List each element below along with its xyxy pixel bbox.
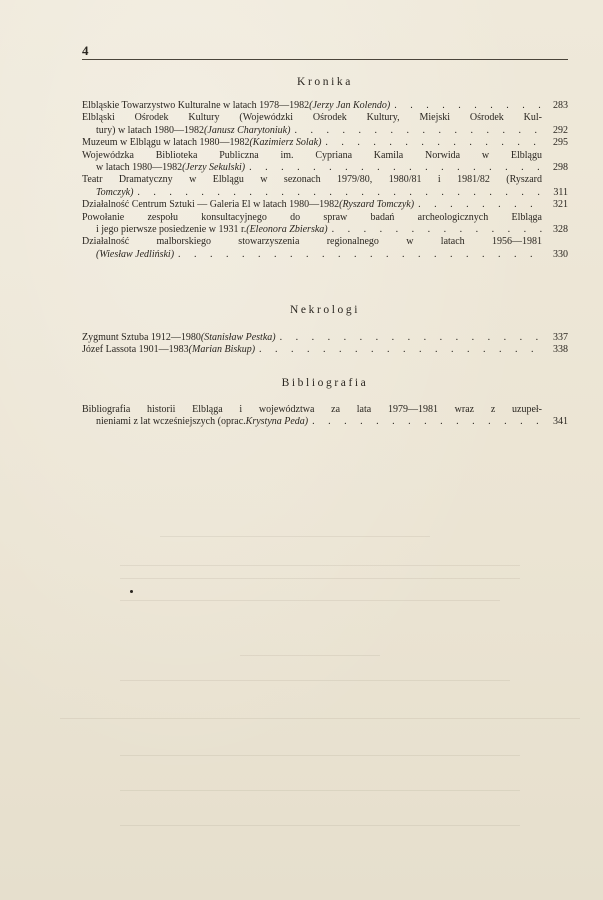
show-through-rule [160, 536, 430, 537]
dot-leader [174, 249, 542, 261]
entry-author: (Jerzy Sekulski) [182, 162, 246, 174]
entry-page: 341 [553, 416, 568, 428]
toc-entry [82, 199, 568, 211]
toc-entry [82, 212, 568, 237]
entry-author: (Kazimierz Solak) [249, 137, 322, 149]
entry-author: Krystyna Peda) [245, 416, 309, 428]
dot-leader [390, 100, 542, 112]
entry-author: (Wiesław Jedliński) [96, 248, 175, 260]
show-through-rule [60, 718, 580, 719]
dot-leader [245, 162, 542, 174]
show-through-rule [120, 565, 520, 566]
toc-entry [82, 100, 568, 112]
entry-title-cont: i jego pierwsze posiedzenie w 1931 r. [96, 224, 247, 236]
toc-entry [82, 332, 568, 344]
dot-leader [290, 125, 542, 137]
entry-page: 328 [553, 224, 568, 236]
toc-nekrologi [82, 332, 568, 357]
entry-page: 292 [553, 124, 568, 136]
entry-title: Muzeum w Elblągu w latach 1980—1982 [82, 137, 250, 149]
entry-title: Działalność Centrum Sztuki — Galeria El w latach 1980—1982 [82, 199, 340, 211]
show-through-rule [120, 825, 520, 826]
dot-leader [133, 187, 542, 199]
dot-leader [328, 224, 542, 236]
toc-entry [82, 137, 568, 149]
toc-entry [82, 174, 568, 199]
entry-title: Elbląskie Towarzystwo Kulturalne w latach 1978—1982 [82, 100, 310, 111]
entry-author: (Marian Biskup) [188, 344, 256, 356]
entry-page: 338 [553, 344, 568, 356]
entry-title: Powołanie zespołu konsultacyjnego do spraw badań archeologicznych Elbląga [82, 211, 542, 223]
entry-author: Tomczyk) [96, 186, 134, 198]
dot-leader [276, 332, 542, 344]
entry-page: 311 [553, 186, 568, 198]
show-through-rule [120, 600, 500, 601]
toc-entry [82, 236, 568, 261]
entry-title-cont: tury) w latach 1980—1982 [96, 124, 205, 136]
dot-leader [255, 344, 542, 356]
toc-entry [82, 344, 568, 356]
entry-page: 337 [553, 332, 568, 343]
entry-title: Bibliografia historii Elbląga i województwa za lata 1979—1981 wraz z uzupeł- [82, 404, 542, 415]
entry-page: 298 [553, 162, 568, 174]
entry-title: Działalność malborskiego stowarzyszenia regionalnego w latach 1956—1981 [82, 236, 542, 248]
header-rule [82, 59, 568, 60]
toc-kronika [82, 100, 568, 261]
entry-title: Teatr Dramatyczny w Elblągu w sezonach 1979/80, 1980/81 i 1981/82 (Ryszard [82, 174, 542, 186]
entry-title: Elbląski Ośrodek Kultury (Wojewódzki Ośrodek Kultury, Miejski Ośrodek Kul- [82, 112, 542, 124]
entry-title: Zygmunt Sztuba 1912—1980 [82, 332, 201, 343]
entry-page: 330 [553, 248, 568, 260]
entry-title-cont: nieniami z lat wcześniejszych (oprac. [96, 416, 246, 428]
entry-author: (Stanisław Pestka) [200, 332, 276, 343]
entry-page: 295 [553, 137, 568, 149]
entry-author: (Ryszard Tomczyk) [339, 199, 415, 211]
show-through-rule [120, 790, 520, 791]
page-number: 4 [82, 43, 89, 58]
toc-entry [82, 112, 568, 137]
entry-author: (Jerzy Jan Kolendo) [309, 100, 391, 111]
entry-title-cont: w latach 1980—1982 [96, 162, 183, 174]
paper-speck [130, 590, 133, 593]
entry-page: 321 [553, 199, 568, 211]
dot-leader [321, 137, 542, 149]
show-through-rule [240, 655, 380, 656]
entry-title: Wojewódzka Biblioteka Publiczna im. Cypriana Kamila Norwida w Elblągu [82, 149, 542, 161]
dot-leader [308, 416, 542, 428]
show-through-rule [120, 578, 520, 579]
show-through-rule [120, 680, 510, 681]
entry-title: Józef Lassota 1901—1983 [82, 344, 189, 356]
section-title-kronika: Kronika [297, 76, 353, 88]
toc-entry [82, 150, 568, 175]
dot-leader [414, 199, 542, 211]
entry-author: (Eleonora Zbierska) [246, 224, 328, 236]
entry-author: (Janusz Charytoniuk) [204, 124, 291, 136]
entry-page: 283 [553, 100, 568, 111]
show-through-rule [120, 755, 520, 756]
section-title-bibliografia: Bibliografia [281, 377, 369, 389]
section-title-nekrologi: Nekrologi [289, 304, 361, 316]
toc-entry [82, 404, 568, 429]
toc-bibliografia [82, 404, 568, 429]
